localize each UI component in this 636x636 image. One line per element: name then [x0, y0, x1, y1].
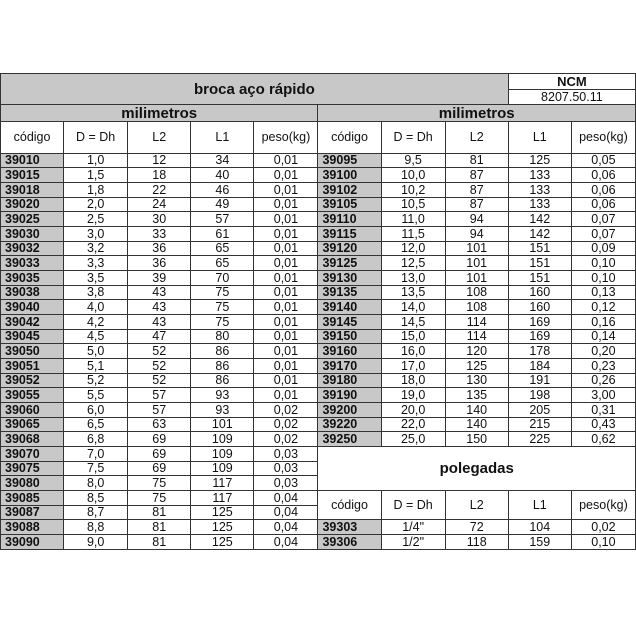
- left-cell-weight: 0,04: [254, 505, 318, 520]
- left-cell-l2: 43: [128, 315, 191, 330]
- right-cell-diameter: 25,0: [381, 432, 445, 447]
- polegadas-header-diameter: D = Dh: [381, 491, 445, 520]
- right-cell-weight: 0,23: [571, 359, 635, 374]
- left-cell-l1: 40: [191, 168, 254, 183]
- right-cell-weight: 0,62: [571, 432, 635, 447]
- right-cell-code: 39250: [318, 432, 381, 447]
- table-row: [1, 241, 636, 256]
- right-cell-l1: 178: [508, 344, 571, 359]
- right-cell-code: 39160: [318, 344, 381, 359]
- right-cell-weight: 0,05: [571, 153, 635, 168]
- left-cell-l2: 52: [128, 373, 191, 388]
- left-cell-diameter: 7,5: [64, 461, 128, 476]
- left-cell-l2: 57: [128, 403, 191, 418]
- right-cell-l2: 87: [445, 183, 508, 198]
- right-cell-l2: 94: [445, 227, 508, 242]
- table-row: [1, 373, 636, 388]
- right-cell-diameter: 10,0: [381, 168, 445, 183]
- right-cell-l1: 198: [508, 388, 571, 403]
- right-cell-diameter: 12,5: [381, 256, 445, 271]
- left-cell-l1: 117: [191, 476, 254, 491]
- left-cell-l2: 36: [128, 256, 191, 271]
- left-cell-l1: 101: [191, 417, 254, 432]
- drill-bit-table: [0, 73, 636, 550]
- polegadas-header-weight: peso(kg): [571, 491, 635, 520]
- left-cell-weight: 0,01: [254, 344, 318, 359]
- right-cell-diameter: 10,2: [381, 183, 445, 198]
- right-cell-diameter: 14,5: [381, 315, 445, 330]
- right-cell-l1: 142: [508, 212, 571, 227]
- table-row: [1, 344, 636, 359]
- left-cell-l2: 43: [128, 300, 191, 315]
- left-cell-diameter: 5,5: [64, 388, 128, 403]
- left-cell-l2: 30: [128, 212, 191, 227]
- left-cell-diameter: 6,0: [64, 403, 128, 418]
- left-cell-weight: 0,03: [254, 447, 318, 462]
- right-cell-diameter: 22,0: [381, 417, 445, 432]
- right-cell-l2: 135: [445, 388, 508, 403]
- right-cell-l2: 114: [445, 315, 508, 330]
- left-cell-l2: 36: [128, 241, 191, 256]
- right-cell-weight: 0,13: [571, 285, 635, 300]
- left-cell-diameter: 9,0: [64, 535, 128, 550]
- right-cell-weight: 0,06: [571, 183, 635, 198]
- right-cell-l2: 87: [445, 168, 508, 183]
- right-cell-diameter: 18,0: [381, 373, 445, 388]
- right-cell-l2: 108: [445, 300, 508, 315]
- right-cell-weight: 0,20: [571, 344, 635, 359]
- right-cell-l2: 130: [445, 373, 508, 388]
- left-header-code: código: [1, 122, 64, 153]
- polegadas-cell-weight: 0,10: [571, 535, 635, 550]
- left-cell-diameter: 8,8: [64, 520, 128, 535]
- left-cell-l1: 93: [191, 403, 254, 418]
- table-row: [1, 359, 636, 374]
- left-cell-diameter: 6,5: [64, 417, 128, 432]
- right-cell-l1: 151: [508, 271, 571, 286]
- right-cell-code: 39135: [318, 285, 381, 300]
- right-cell-weight: 0,07: [571, 212, 635, 227]
- left-cell-code: 39052: [1, 373, 64, 388]
- right-cell-l1: 133: [508, 168, 571, 183]
- right-cell-l2: 150: [445, 432, 508, 447]
- table-row: [1, 168, 636, 183]
- right-cell-code: 39095: [318, 153, 381, 168]
- right-cell-l1: 133: [508, 183, 571, 198]
- right-cell-l1: 205: [508, 403, 571, 418]
- left-cell-diameter: 8,0: [64, 476, 128, 491]
- polegadas-header-l1: L1: [508, 491, 571, 520]
- left-cell-l2: 57: [128, 388, 191, 403]
- right-cell-diameter: 20,0: [381, 403, 445, 418]
- left-cell-diameter: 3,5: [64, 271, 128, 286]
- right-cell-weight: 0,10: [571, 271, 635, 286]
- left-cell-l2: 18: [128, 168, 191, 183]
- right-cell-diameter: 16,0: [381, 344, 445, 359]
- polegadas-header-code: código: [318, 491, 381, 520]
- left-cell-diameter: 2,0: [64, 197, 128, 212]
- right-cell-l2: 108: [445, 285, 508, 300]
- right-cell-weight: 0,10: [571, 256, 635, 271]
- left-cell-l2: 43: [128, 285, 191, 300]
- right-cell-diameter: 19,0: [381, 388, 445, 403]
- left-cell-l1: 57: [191, 212, 254, 227]
- right-cell-l2: 81: [445, 153, 508, 168]
- left-cell-code: 39020: [1, 197, 64, 212]
- left-cell-l1: 34: [191, 153, 254, 168]
- left-cell-diameter: 4,5: [64, 329, 128, 344]
- left-cell-l1: 49: [191, 197, 254, 212]
- right-cell-code: 39145: [318, 315, 381, 330]
- left-cell-l2: 52: [128, 359, 191, 374]
- right-cell-code: 39180: [318, 373, 381, 388]
- polegadas-cell-l2: 72: [445, 520, 508, 535]
- table-row: [1, 285, 636, 300]
- table-row: [1, 535, 636, 550]
- right-cell-weight: 0,06: [571, 197, 635, 212]
- left-cell-l2: 33: [128, 227, 191, 242]
- left-cell-diameter: 5,2: [64, 373, 128, 388]
- left-cell-weight: 0,01: [254, 388, 318, 403]
- left-cell-diameter: 1,8: [64, 183, 128, 198]
- right-cell-diameter: 11,5: [381, 227, 445, 242]
- polegadas-cell-diameter: 1/4": [381, 520, 445, 535]
- left-cell-diameter: 8,7: [64, 505, 128, 520]
- right-header-diameter: D = Dh: [381, 122, 445, 153]
- left-cell-l2: 69: [128, 432, 191, 447]
- right-cell-diameter: 14,0: [381, 300, 445, 315]
- left-section-title: milimetros: [1, 105, 318, 122]
- left-cell-l2: 81: [128, 520, 191, 535]
- right-cell-l1: 125: [508, 153, 571, 168]
- left-cell-code: 39025: [1, 212, 64, 227]
- right-cell-l1: 191: [508, 373, 571, 388]
- right-cell-l2: 101: [445, 241, 508, 256]
- left-cell-diameter: 3,3: [64, 256, 128, 271]
- polegadas-cell-diameter: 1/2": [381, 535, 445, 550]
- left-cell-code: 39060: [1, 403, 64, 418]
- left-cell-l1: 93: [191, 388, 254, 403]
- left-cell-l1: 109: [191, 432, 254, 447]
- ncm-label: NCM: [508, 74, 635, 90]
- left-cell-diameter: 3,8: [64, 285, 128, 300]
- left-header-l2: L2: [128, 122, 191, 153]
- table-row: [1, 153, 636, 168]
- right-cell-l2: 101: [445, 256, 508, 271]
- left-cell-weight: 0,01: [254, 271, 318, 286]
- left-cell-l2: 47: [128, 329, 191, 344]
- right-cell-l1: 151: [508, 256, 571, 271]
- table-row: [1, 183, 636, 198]
- left-cell-weight: 0,01: [254, 285, 318, 300]
- polegadas-cell-weight: 0,02: [571, 520, 635, 535]
- right-cell-code: 39140: [318, 300, 381, 315]
- left-cell-weight: 0,01: [254, 329, 318, 344]
- left-header-weight: peso(kg): [254, 122, 318, 153]
- right-cell-code: 39120: [318, 241, 381, 256]
- left-cell-weight: 0,01: [254, 300, 318, 315]
- left-header-diameter: D = Dh: [64, 122, 128, 153]
- left-cell-l1: 61: [191, 227, 254, 242]
- left-cell-diameter: 5,0: [64, 344, 128, 359]
- left-cell-diameter: 7,0: [64, 447, 128, 462]
- left-cell-code: 39033: [1, 256, 64, 271]
- right-cell-diameter: 15,0: [381, 329, 445, 344]
- left-cell-l1: 109: [191, 461, 254, 476]
- right-cell-code: 39102: [318, 183, 381, 198]
- left-cell-code: 39075: [1, 461, 64, 476]
- left-cell-l1: 125: [191, 535, 254, 550]
- left-cell-weight: 0,01: [254, 359, 318, 374]
- right-cell-code: 39100: [318, 168, 381, 183]
- right-cell-code: 39170: [318, 359, 381, 374]
- left-cell-weight: 0,02: [254, 417, 318, 432]
- right-header-weight: peso(kg): [571, 122, 635, 153]
- right-section-title: milimetros: [318, 105, 636, 122]
- left-cell-weight: 0,02: [254, 432, 318, 447]
- left-cell-l1: 46: [191, 183, 254, 198]
- left-cell-code: 39088: [1, 520, 64, 535]
- right-cell-weight: 0,06: [571, 168, 635, 183]
- left-cell-l1: 65: [191, 256, 254, 271]
- left-cell-l1: 86: [191, 373, 254, 388]
- left-cell-diameter: 2,5: [64, 212, 128, 227]
- left-cell-code: 39085: [1, 491, 64, 506]
- left-cell-l1: 117: [191, 491, 254, 506]
- left-cell-l1: 80: [191, 329, 254, 344]
- right-cell-diameter: 13,5: [381, 285, 445, 300]
- right-cell-diameter: 13,0: [381, 271, 445, 286]
- left-cell-l2: 81: [128, 505, 191, 520]
- left-cell-diameter: 3,0: [64, 227, 128, 242]
- table-row: [1, 403, 636, 418]
- right-cell-weight: 0,14: [571, 329, 635, 344]
- left-cell-weight: 0,03: [254, 461, 318, 476]
- left-cell-l2: 81: [128, 535, 191, 550]
- right-cell-l1: 151: [508, 241, 571, 256]
- left-cell-l2: 22: [128, 183, 191, 198]
- left-cell-code: 39068: [1, 432, 64, 447]
- left-cell-code: 39070: [1, 447, 64, 462]
- left-cell-l1: 75: [191, 315, 254, 330]
- left-cell-code: 39045: [1, 329, 64, 344]
- left-cell-code: 39090: [1, 535, 64, 550]
- table-row: [1, 329, 636, 344]
- left-cell-l2: 63: [128, 417, 191, 432]
- left-cell-l1: 125: [191, 520, 254, 535]
- right-cell-l2: 140: [445, 403, 508, 418]
- left-cell-l1: 65: [191, 241, 254, 256]
- left-cell-weight: 0,01: [254, 241, 318, 256]
- left-cell-code: 39055: [1, 388, 64, 403]
- left-cell-l2: 24: [128, 197, 191, 212]
- left-cell-diameter: 4,2: [64, 315, 128, 330]
- left-cell-code: 39087: [1, 505, 64, 520]
- right-cell-l1: 169: [508, 315, 571, 330]
- left-cell-weight: 0,02: [254, 403, 318, 418]
- left-cell-weight: 0,01: [254, 168, 318, 183]
- left-cell-l1: 75: [191, 300, 254, 315]
- left-cell-code: 39051: [1, 359, 64, 374]
- right-cell-code: 39130: [318, 271, 381, 286]
- polegadas-header-l2: L2: [445, 491, 508, 520]
- left-cell-diameter: 5,1: [64, 359, 128, 374]
- left-cell-code: 39038: [1, 285, 64, 300]
- left-header-l1: L1: [191, 122, 254, 153]
- right-header-l1: L1: [508, 122, 571, 153]
- right-cell-code: 39110: [318, 212, 381, 227]
- left-cell-l1: 75: [191, 285, 254, 300]
- left-cell-diameter: 3,2: [64, 241, 128, 256]
- polegadas-cell-l2: 118: [445, 535, 508, 550]
- table-row: [1, 417, 636, 432]
- left-cell-l1: 109: [191, 447, 254, 462]
- right-cell-l1: 142: [508, 227, 571, 242]
- left-cell-l1: 86: [191, 359, 254, 374]
- table-title: broca aço rápido: [1, 74, 509, 105]
- left-cell-weight: 0,01: [254, 153, 318, 168]
- polegadas-section-title: polegadas: [318, 447, 636, 491]
- right-cell-l1: 225: [508, 432, 571, 447]
- right-cell-l2: 114: [445, 329, 508, 344]
- right-cell-weight: 0,43: [571, 417, 635, 432]
- table-row: [1, 520, 636, 535]
- right-cell-l2: 125: [445, 359, 508, 374]
- right-cell-l1: 184: [508, 359, 571, 374]
- right-cell-code: 39200: [318, 403, 381, 418]
- right-cell-weight: 0,31: [571, 403, 635, 418]
- left-cell-code: 39010: [1, 153, 64, 168]
- right-cell-weight: 3,00: [571, 388, 635, 403]
- left-cell-l1: 86: [191, 344, 254, 359]
- right-cell-l1: 160: [508, 285, 571, 300]
- left-cell-l2: 39: [128, 271, 191, 286]
- right-cell-diameter: 9,5: [381, 153, 445, 168]
- left-cell-weight: 0,04: [254, 520, 318, 535]
- right-cell-weight: 0,09: [571, 241, 635, 256]
- table-row: [1, 227, 636, 242]
- left-cell-diameter: 8,5: [64, 491, 128, 506]
- left-cell-code: 39042: [1, 315, 64, 330]
- left-cell-diameter: 4,0: [64, 300, 128, 315]
- right-cell-l2: 101: [445, 271, 508, 286]
- left-cell-weight: 0,01: [254, 256, 318, 271]
- right-cell-code: 39190: [318, 388, 381, 403]
- right-cell-code: 39220: [318, 417, 381, 432]
- left-cell-weight: 0,01: [254, 212, 318, 227]
- table-row: [1, 212, 636, 227]
- left-cell-weight: 0,01: [254, 315, 318, 330]
- right-cell-diameter: 12,0: [381, 241, 445, 256]
- ncm-value: 8207.50.11: [508, 89, 635, 105]
- left-cell-l1: 125: [191, 505, 254, 520]
- left-cell-diameter: 1,5: [64, 168, 128, 183]
- left-cell-l2: 12: [128, 153, 191, 168]
- right-cell-l1: 215: [508, 417, 571, 432]
- right-cell-code: 39125: [318, 256, 381, 271]
- left-cell-l2: 75: [128, 476, 191, 491]
- right-header-code: código: [318, 122, 381, 153]
- left-cell-code: 39032: [1, 241, 64, 256]
- left-cell-l2: 69: [128, 447, 191, 462]
- right-cell-l1: 169: [508, 329, 571, 344]
- left-cell-code: 39080: [1, 476, 64, 491]
- left-cell-l1: 70: [191, 271, 254, 286]
- right-cell-weight: 0,16: [571, 315, 635, 330]
- left-cell-weight: 0,01: [254, 183, 318, 198]
- table-row: [1, 432, 636, 447]
- polegadas-cell-code: 39306: [318, 535, 381, 550]
- right-cell-weight: 0,07: [571, 227, 635, 242]
- left-cell-l2: 69: [128, 461, 191, 476]
- left-cell-weight: 0,03: [254, 476, 318, 491]
- left-cell-code: 39030: [1, 227, 64, 242]
- table-row: [1, 271, 636, 286]
- table-row: [1, 197, 636, 212]
- left-cell-l2: 52: [128, 344, 191, 359]
- table-row: [1, 315, 636, 330]
- polegadas-cell-l1: 104: [508, 520, 571, 535]
- table-row: [1, 491, 636, 506]
- left-cell-diameter: 1,0: [64, 153, 128, 168]
- right-cell-l1: 133: [508, 197, 571, 212]
- right-cell-l2: 120: [445, 344, 508, 359]
- right-cell-l1: 160: [508, 300, 571, 315]
- right-cell-diameter: 10,5: [381, 197, 445, 212]
- left-cell-code: 39065: [1, 417, 64, 432]
- left-cell-code: 39018: [1, 183, 64, 198]
- left-cell-weight: 0,01: [254, 197, 318, 212]
- polegadas-cell-code: 39303: [318, 520, 381, 535]
- left-cell-diameter: 6,8: [64, 432, 128, 447]
- right-cell-l2: 87: [445, 197, 508, 212]
- right-cell-l2: 94: [445, 212, 508, 227]
- right-cell-diameter: 11,0: [381, 212, 445, 227]
- right-header-l2: L2: [445, 122, 508, 153]
- left-cell-weight: 0,04: [254, 535, 318, 550]
- left-cell-weight: 0,01: [254, 227, 318, 242]
- table-row: [1, 300, 636, 315]
- right-cell-code: 39115: [318, 227, 381, 242]
- table-row: [1, 447, 636, 462]
- left-cell-code: 39040: [1, 300, 64, 315]
- right-cell-diameter: 17,0: [381, 359, 445, 374]
- right-cell-code: 39150: [318, 329, 381, 344]
- left-cell-weight: 0,04: [254, 491, 318, 506]
- left-cell-weight: 0,01: [254, 373, 318, 388]
- polegadas-cell-l1: 159: [508, 535, 571, 550]
- right-cell-weight: 0,26: [571, 373, 635, 388]
- right-cell-l2: 140: [445, 417, 508, 432]
- table-row: [1, 256, 636, 271]
- left-cell-code: 39015: [1, 168, 64, 183]
- right-cell-weight: 0,12: [571, 300, 635, 315]
- left-cell-code: 39050: [1, 344, 64, 359]
- left-cell-l2: 75: [128, 491, 191, 506]
- left-cell-code: 39035: [1, 271, 64, 286]
- right-cell-code: 39105: [318, 197, 381, 212]
- table-row: [1, 388, 636, 403]
